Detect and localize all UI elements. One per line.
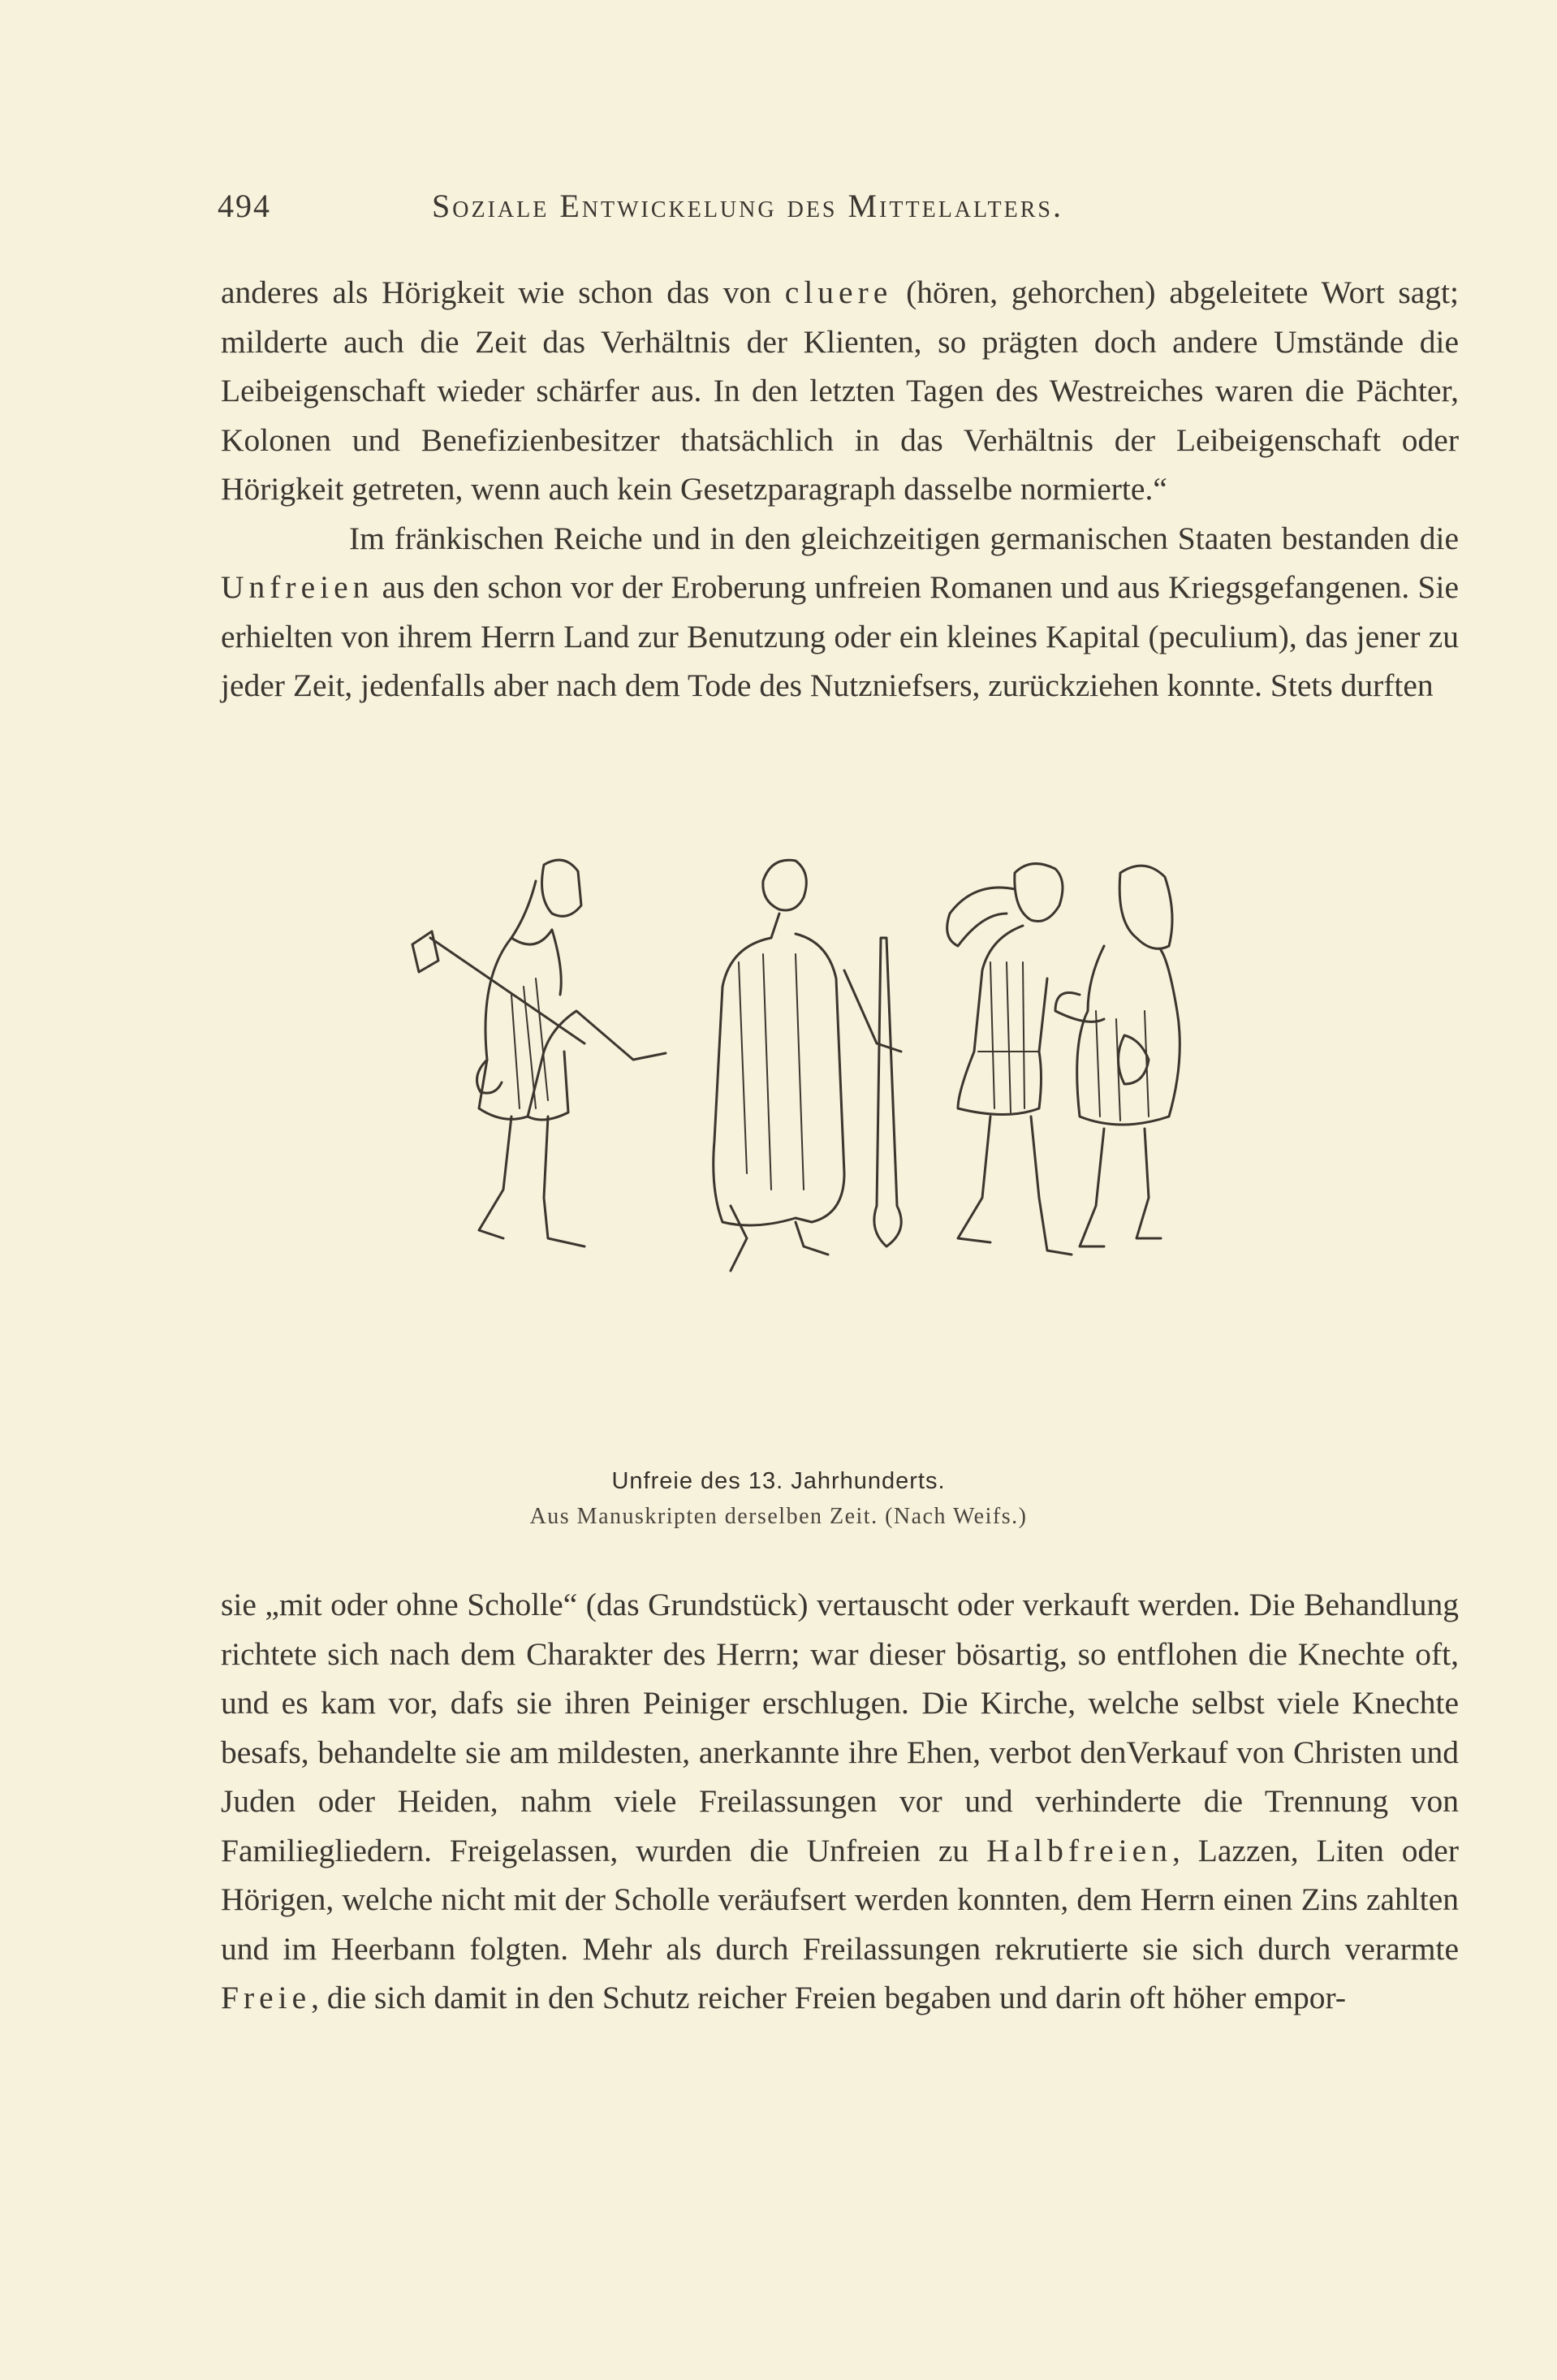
emphasized-word: Freie xyxy=(221,1980,312,2015)
page-number: 494 xyxy=(218,188,271,224)
figure-hoe-man xyxy=(412,860,666,1246)
paragraph-1 xyxy=(221,268,1459,711)
medieval-figures-drawing xyxy=(390,849,1291,1458)
text-segment: , die sich damit in den Schutz reicher Freien begaben und darin oft höher empor- xyxy=(311,1980,1347,2015)
illustration-figures xyxy=(390,849,1291,1458)
figure-caption: Unfreie des 13. Jahrhunderts. xyxy=(611,1468,946,1494)
figure-man-scratching xyxy=(947,864,1072,1255)
text-segment: aus den schon vor der Eroberung unfreien Romanen und aus Kriegsgefangenen. Sie erhielten von ihrem Herrn Land zur Benutzung oder ein kleines Kapital (peculium), das jener zu jeder Zeit, jedenfalls aber nach dem Tode des Nutzniefsers, zurückziehen konnte. Stets durften xyxy=(221,569,1459,703)
emphasized-word: cluere xyxy=(784,274,893,310)
text-segment: anderes als Hörigkeit wie schon das von xyxy=(221,274,785,310)
paragraph-3 xyxy=(221,1580,1459,2023)
figure-spade-man xyxy=(714,860,901,1271)
text-segment: sie „mit oder ohne Scholle“ (das Grundstück) vertauscht oder verkauft werden. Die Behandlung richtete sich nach dem Charakter des Herrn; war dieser bösartig, so entflohen die Knechte oft, und es kam vor, dafs sie ihren Peiniger erschlugen. Die Kirche, welche selbst viele Knechte besafs, behandelte sie am mildesten, anerkannte ihre Ehen, verbot denVerkauf von Christen und Juden oder Heiden, nahm viele Freilassungen vor und verhinderte die Trennung von Familiegliedern. Freigelassen, wurden die Unfreien zu xyxy=(221,1587,1459,1868)
text-segment: Im fränkischen Reiche und in den gleichzeitigen germanischen Staaten bestanden die xyxy=(349,520,1459,556)
emphasized-word: Unfreien xyxy=(221,569,374,605)
emphasized-word: Halbfreien xyxy=(986,1832,1172,1868)
text-segment: (hören, gehorchen) abgeleitete Wort sagt; milderte auch die Zeit das Verhältnis der Klienten, so prägten doch andere Umstände die Leibeigenschaft wieder schärfer aus. In den letzten Tagen des Westreiches waren die Pächter, Kolonen und Benefizienbesitzer thatsächlich in das Verhältnis der Leibeigenschaft oder Hörigkeit getreten, wenn auch kein Gesetzparagraph dasselbe normierte.“ xyxy=(221,274,1459,507)
figure-hooded-woman xyxy=(1055,866,1180,1246)
text-segment: , Lazzen, Liten oder Hörigen, welche nicht mit der Scholle veräufsert werden konnten, dem Herrn einen Zins zahlten und im Heerbann folgten. Mehr als durch Freilassungen rekrutierte sie sich durch verarmte xyxy=(221,1832,1459,1967)
running-title: Soziale Entwickelung des Mittelalters. xyxy=(432,188,1064,224)
figure-source: Aus Manuskripten derselben Zeit. (Nach Weifs.) xyxy=(529,1504,1028,1529)
